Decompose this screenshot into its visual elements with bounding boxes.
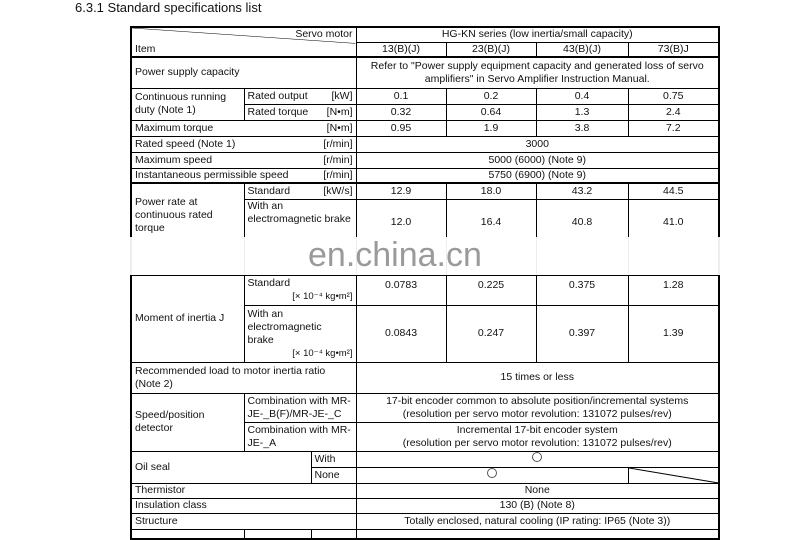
row-label: Speed/position detector [131,393,244,451]
sub-label: Combination with MR-JE-_B(F)/MR-JE-_C [244,393,356,422]
value-cell: 130 (B) (Note 8) [356,498,719,513]
row-label: Maximum speed [135,153,213,166]
sub-label: With an electromagnetic brake [244,199,356,275]
value-cell: 0.375 [536,275,628,305]
unit: [N•m] [326,121,353,134]
sub-label: Standard [247,184,291,197]
unit: [× 10⁻⁴ kg•m²] [292,291,353,302]
row-label: Continuous running duty (Note 1) [131,88,244,120]
value-cell: 0.32 [356,104,446,120]
model-header: 23(B)(J) [446,42,536,57]
servo-motor-label: Servo motor [295,28,353,40]
value-cell: 18.0 [446,183,536,199]
sub-label: None [311,467,356,483]
watermark: en.china.cn [308,236,482,274]
row-label: Moment of inertia J [131,275,244,362]
value-cell: 2.4 [628,104,719,120]
circle-mark-icon [487,468,497,478]
value-cell: 0.64 [446,104,536,120]
row-label: Instantaneous permissible speed [135,168,289,181]
unit: [kW] [331,89,353,102]
row-label: Recommended load to motor inertia ratio (Note 2) [131,362,356,393]
value-cell: 0.1 [356,88,446,104]
value-line: Incremental 17-bit encoder system [456,423,618,436]
row-label: Power supply capacity [131,57,356,88]
unit: [r/min] [323,168,353,181]
circle-mark-icon [532,452,542,462]
sub-label: Rated output [247,89,308,102]
sub-label: Rated torque [247,105,309,118]
value-cell: 41.0 [628,199,719,275]
value-cell: 15 times or less [356,362,719,393]
value-cell: 1.39 [628,305,719,362]
value-cell: 0.4 [536,88,628,104]
power-supply-value: Refer to "Power supply equipment capacity and generated loss of servo amplifiers" in Servo Amplifier Instruction Manual. [356,57,719,88]
value-cell: 1.3 [536,104,628,120]
unit: [kW/s] [323,184,353,197]
value-cell: 0.397 [536,305,628,362]
value-cell: 0.247 [446,305,536,362]
value-cell: 5750 (6900) (Note 9) [356,168,719,183]
value-cell: 16.4 [446,199,536,275]
value-cell: None [356,483,719,498]
row-label: Maximum torque [135,121,214,134]
model-header: 73(B)J [628,42,719,57]
row-label: Thermistor [131,483,356,498]
sub-label: Combination with MR-JE-_A [244,422,356,451]
unit: [× 10⁻⁴ kg•m²] [292,347,353,359]
value-line: (resolution per servo motor revolution: 131072 pulses/rev) [402,407,672,420]
model-header: 13(B)(J) [356,42,446,57]
value-cell: 0.95 [356,120,446,136]
not-applicable-cell [628,467,719,483]
unit: [r/min] [323,137,353,150]
unit: [r/min] [323,153,353,166]
value-cell: 0.0843 [356,305,446,362]
value-line: (resolution per servo motor revolution: 131072 pulses/rev) [402,436,672,449]
value-cell: 0.225 [446,275,536,305]
sub-label: With [311,451,356,467]
value-cell: 7.2 [628,120,719,136]
unit: [N•m] [326,105,353,118]
value-cell: Totally enclosed, natural cooling (IP rating: IP65 (Note 3)) [356,513,719,529]
spec-table [130,26,720,540]
row-label: Oil seal [131,451,311,483]
value-cell: 12.9 [356,183,446,199]
model-header: 43(B)(J) [536,42,628,57]
value-line: 17-bit encoder common to absolute position/incremental systems [386,394,689,407]
value-cell: 12.0 [356,199,446,275]
sub-label: With an electromagnetic brake [247,307,322,346]
item-label: Item [135,43,156,55]
value-cell: 0.0783 [356,275,446,305]
value-cell: 5000 (6000) (Note 9) [356,152,719,168]
value-cell: 0.2 [446,88,536,104]
row-label: Structure [131,513,356,529]
value-cell: 1.9 [446,120,536,136]
value-cell: 3000 [356,136,719,152]
row-label: Insulation class [131,498,356,513]
value-cell: 44.5 [628,183,719,199]
row-label: Power rate at continuous rated torque [131,183,244,275]
series-header: HG-KN series (low inertia/small capacity) [356,27,719,42]
value-cell: 1.28 [628,275,719,305]
value-cell: 3.8 [536,120,628,136]
value-cell: 40.8 [536,199,628,275]
value-cell: 0.75 [628,88,719,104]
section-title: 6.3.1 Standard specifications list [75,0,262,15]
sub-label: Standard [247,277,291,289]
row-label: Rated speed (Note 1) [135,137,236,150]
value-cell: 43.2 [536,183,628,199]
header-corner-cell [131,27,356,57]
